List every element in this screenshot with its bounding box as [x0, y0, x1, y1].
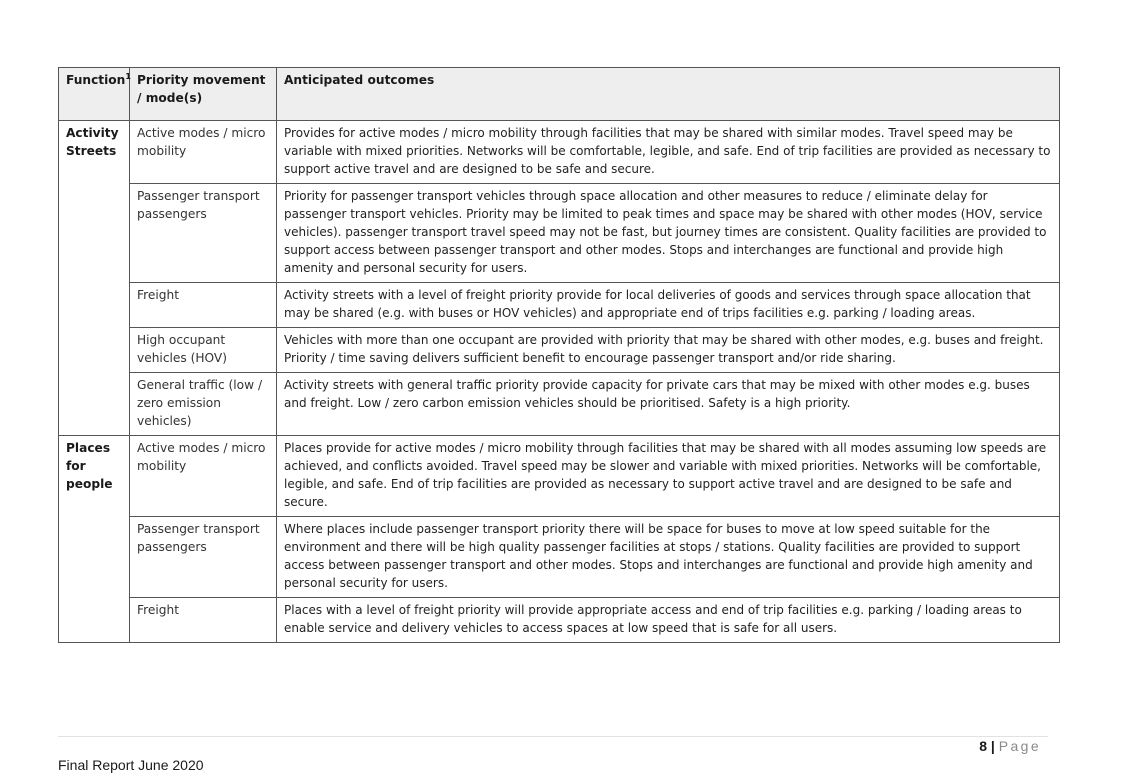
header-outcomes: Anticipated outcomes	[277, 68, 1060, 121]
header-function-footnote: 1	[125, 71, 131, 81]
page-number-value: 8	[979, 738, 987, 754]
table-row	[59, 184, 1060, 283]
table-header-row	[59, 68, 1060, 121]
function-cell: Places for people	[59, 436, 130, 517]
mode-cell: High occupant vehicles (HOV)	[130, 328, 277, 373]
function-cell-continued	[59, 598, 130, 643]
table-row	[59, 328, 1060, 373]
header-function-label: Function	[66, 73, 126, 87]
header-function	[59, 68, 130, 121]
page-word: Page	[998, 738, 1041, 754]
function-cell-continued	[59, 184, 130, 283]
report-date-footer: Final Report June 2020	[58, 757, 204, 773]
priority-outcomes-table	[58, 67, 1060, 643]
mode-cell: Freight	[130, 283, 277, 328]
page-number-separator: |	[990, 738, 995, 754]
header-mode: Priority movement / mode(s)	[130, 68, 277, 121]
mode-cell: Active modes / micro mobility	[130, 436, 277, 517]
outcome-cell: Provides for active modes / micro mobility through facilities that may be shared with similar modes. Travel speed may be variable with mixed priorities. Networks will be comfortable, legible, and safe. End of trip facilities are provided as necessary to support active travel and are designed to be safe and secure.	[277, 121, 1060, 184]
table-row	[59, 373, 1060, 436]
function-cell: Activity Streets	[59, 121, 130, 184]
table-row	[59, 598, 1060, 643]
table-row	[59, 283, 1060, 328]
footer-divider	[58, 736, 1048, 737]
outcome-cell: Places provide for active modes / micro mobility through facilities that may be shared with all modes assuming low speeds are achieved, and conflicts avoided. Travel speed may be slower and variable with mixed priorities. Networks will be comfortable, legible, and safe. End of trip facilities are provided as necessary to support active travel and are designed to be safe and secure.	[277, 436, 1060, 517]
page-number	[979, 738, 1041, 754]
mode-cell: Freight	[130, 598, 277, 643]
table-row	[59, 436, 1060, 517]
mode-cell: Passenger transport passengers	[130, 517, 277, 598]
table-row	[59, 121, 1060, 184]
table-row	[59, 517, 1060, 598]
outcome-cell: Where places include passenger transport priority there will be space for buses to move at low speed suitable for the environment and there will be high quality passenger facilities at stops / stations. Quality facilities are provided to support access between passenger transport and other modes. Stops and interchanges are functional and provide high amenity and personal security for users.	[277, 517, 1060, 598]
outcome-cell: Activity streets with a level of freight priority provide for local deliveries of goods and services through space allocation that may be shared (e.g. with buses or HOV vehicles) and appropriate end of trips facilities e.g. parking / loading areas.	[277, 283, 1060, 328]
mode-cell: General traffic (low / zero emission vehicles)	[130, 373, 277, 436]
outcome-cell: Vehicles with more than one occupant are provided with priority that may be shared with other modes, e.g. buses and freight. Priority / time saving delivers sufficient benefit to encourage passenger transport and/or ride sharing.	[277, 328, 1060, 373]
mode-cell: Passenger transport passengers	[130, 184, 277, 283]
outcome-cell: Places with a level of freight priority will provide appropriate access and end of trip facilities e.g. parking / loading areas to enable service and delivery vehicles to access spaces at low speed that is safe for all users.	[277, 598, 1060, 643]
function-cell-continued	[59, 517, 130, 598]
function-cell-continued	[59, 373, 130, 436]
function-cell-continued	[59, 328, 130, 373]
mode-cell: Active modes / micro mobility	[130, 121, 277, 184]
outcome-cell: Activity streets with general traffic priority provide capacity for private cars that may be mixed with other modes e.g. buses and freight. Low / zero carbon emission vehicles should be prioritised. Safety is a high priority.	[277, 373, 1060, 436]
function-cell-continued	[59, 283, 130, 328]
outcome-cell: Priority for passenger transport vehicles through space allocation and other measures to reduce / eliminate delay for passenger transport vehicles. Priority may be limited to peak times and space may be shared with other modes (HOV, service vehicles). passenger transport travel speed may not be fast, but journey times are consistent. Quality facilities are provided to support access between passenger transport and other modes. Stops and interchanges are functional and provide high amenity and personal security for users.	[277, 184, 1060, 283]
